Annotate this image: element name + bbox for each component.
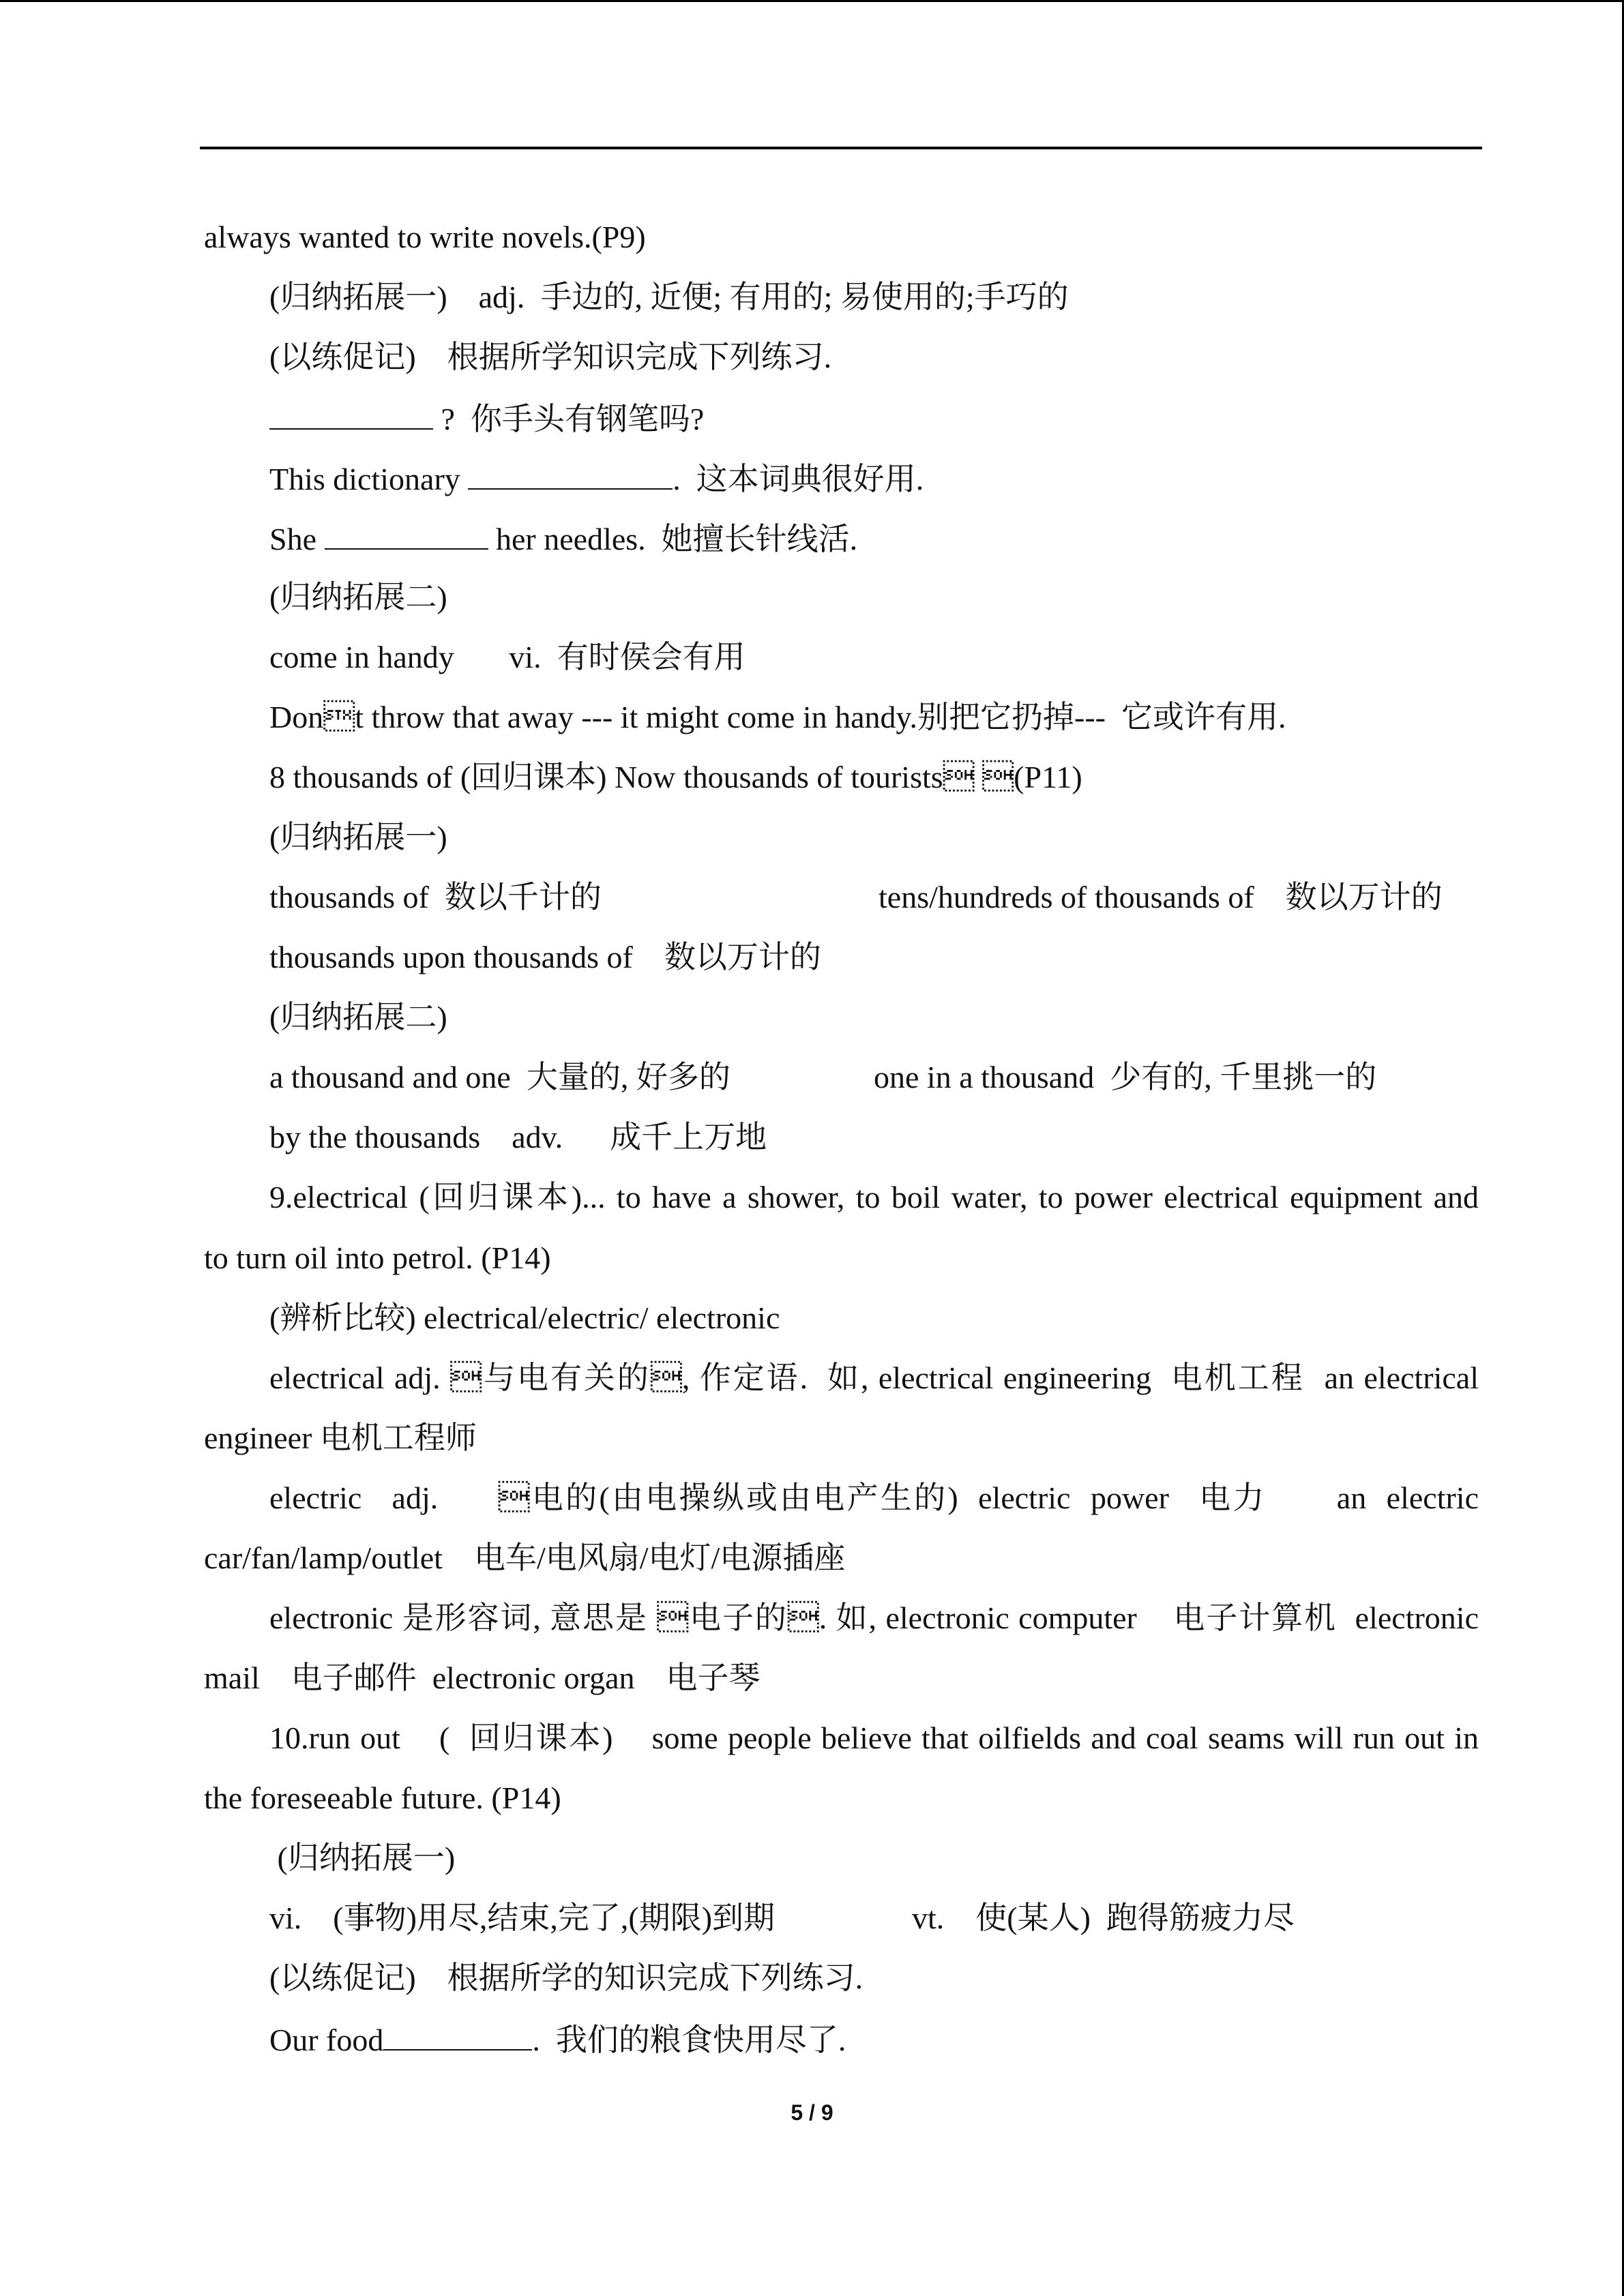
text-line: Dont throw that away --- it might come in handy.别把它扔掉--- 它或许有用. — [269, 700, 1286, 734]
text-line: engineer 电机工程师 — [204, 1420, 477, 1455]
text-line: to turn oil into petrol. (P14) — [204, 1240, 551, 1275]
exercise-line — [269, 2019, 846, 2059]
text-line: 9.electrical (回归课本)... to have a shower, to boil water, to power electrical equipment and — [269, 1180, 1479, 1214]
text-span: her needles. 她擅长针线活. — [488, 522, 858, 556]
text-line: 10.run out ( 回归课本) some people believe that oilfields and coal seams will run out in — [269, 1720, 1479, 1755]
text-span: ? 你手头有钢笔吗? — [433, 402, 705, 436]
text-line: (归纳拓展一) adj. 手边的, 近便; 有用的; 易使用的;手巧的 — [269, 280, 1069, 314]
text-line: electronic 是形容词, 意思是 电子的. 如, electronic computer 电子计算机 electronic — [269, 1600, 1479, 1635]
exercise-line — [269, 398, 704, 438]
answer-blank[interactable] — [325, 518, 488, 550]
text-line: (以练促记) 根据所学知识完成下列练习. — [269, 340, 832, 374]
text-span: She — [269, 522, 325, 556]
text-line: the foreseeable future. (P14) — [204, 1780, 561, 1815]
text-line: (以练促记) 根据所学的知识完成下列练习. — [269, 1960, 863, 1995]
text-span: Our food — [269, 2023, 384, 2057]
text-line: come in handy vi. 有时侯会有用 — [269, 640, 745, 674]
text-line: a thousand and one 大量的, 好多的 — [269, 1060, 730, 1094]
text-span: . 我们的粮食快用尽了. — [532, 2023, 846, 2057]
text-line: (辨析比较) electrical/electric/ electronic — [269, 1300, 780, 1335]
header-rule — [200, 147, 1482, 149]
text-line: vi. (事物)用尽,结束,完了,(期限)到期 — [269, 1900, 776, 1935]
exercise-line — [269, 518, 857, 558]
answer-blank[interactable] — [383, 2019, 532, 2051]
page-number: 5 / 9 — [791, 2100, 833, 2125]
text-line: thousands of 数以千计的 — [269, 880, 602, 914]
text-line: electrical adj. 与电有关的, 作定语. 如, electrical engineering 电机工程 an electrical — [269, 1360, 1479, 1395]
text-line: one in a thousand 少有的, 千里挑一的 — [874, 1060, 1377, 1094]
text-line: always wanted to write novels.(P9) — [204, 220, 646, 254]
text-line: 8 thousands of (回归课本) Now thousands of tourists (P11) — [269, 760, 1082, 794]
text-span: This dictionary — [269, 462, 469, 496]
text-line: mail 电子邮件 electronic organ 电子琴 — [204, 1660, 761, 1695]
answer-blank[interactable] — [468, 458, 673, 490]
exercise-line — [269, 458, 924, 498]
text-line: by the thousands adv. 成千上万地 — [269, 1120, 767, 1154]
text-line: car/fan/lamp/outlet 电车/电风扇/电灯/电源插座 — [204, 1540, 846, 1575]
text-line: electric adj. 电的(由电操纵或由电产生的) electric power 电力 an electric — [269, 1480, 1479, 1515]
text-line: vt. 使(某人) 跑得筋疲力尽 — [912, 1900, 1295, 1935]
text-line: (归纳拓展二) — [269, 1000, 447, 1034]
text-line: tens/hundreds of thousands of 数以万计的 — [879, 880, 1443, 914]
text-line: (归纳拓展一) — [269, 1840, 456, 1875]
answer-blank[interactable] — [269, 398, 433, 430]
text-line: (归纳拓展二) — [269, 580, 447, 614]
text-line: thousands upon thousands of 数以万计的 — [269, 940, 821, 974]
text-line: (归纳拓展一) — [269, 820, 447, 854]
text-span: . 这本词典很好用. — [673, 462, 924, 496]
